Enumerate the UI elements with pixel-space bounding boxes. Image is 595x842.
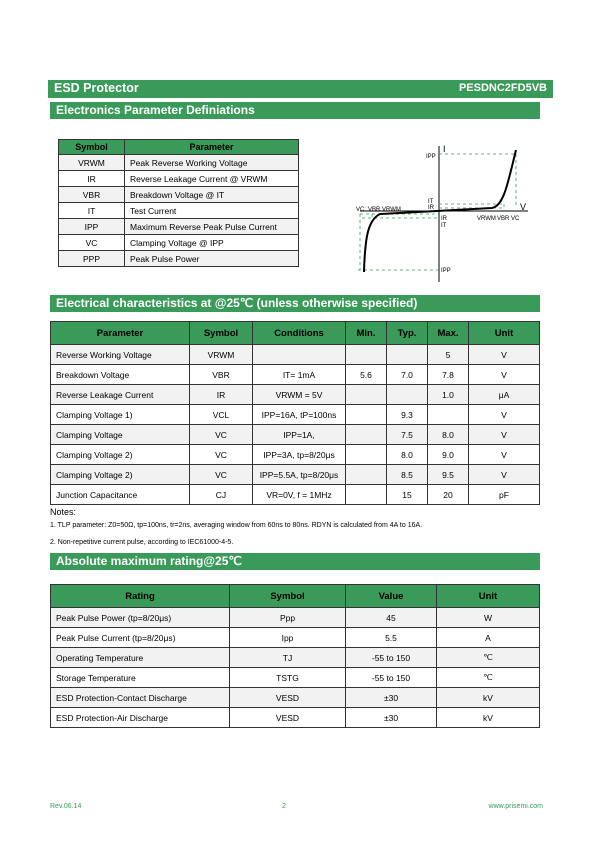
col-conditions: Conditions: [253, 322, 346, 345]
table-cell: IPP: [59, 219, 125, 235]
table-row: [59, 187, 299, 203]
table-cell: 8.0: [428, 425, 469, 445]
table-cell: Clamping Voltage: [51, 425, 190, 445]
col-symbol: Symbol: [190, 322, 253, 345]
table-cell: Peak Pulse Power: [125, 251, 299, 267]
table-row: [51, 628, 540, 648]
table-cell: CJ: [190, 485, 253, 505]
table-cell: IPP=16A, tP=100ns: [253, 405, 346, 425]
it-top-label: IT: [428, 199, 434, 205]
table-cell: [387, 345, 428, 365]
table-cell: -55 to 150: [346, 648, 437, 668]
col-symbol: Symbol: [230, 585, 346, 608]
table-cell: 45: [346, 608, 437, 628]
table-cell: VBR: [190, 365, 253, 385]
table-cell: V: [469, 425, 540, 445]
ir-bottom-label: IR: [441, 216, 447, 222]
table-cell: Ppp: [230, 608, 346, 628]
table-cell: PPP: [59, 251, 125, 267]
table-cell: 7.5: [387, 425, 428, 445]
section-electrical-bar: [50, 295, 540, 312]
table-row: [51, 608, 540, 628]
table-cell: VRWM = 5V: [253, 385, 346, 405]
table-row: [51, 445, 540, 465]
col-parameter: Parameter: [125, 140, 299, 155]
part-number: PESDNC2FD5VB: [458, 82, 547, 94]
table-cell: [346, 405, 387, 425]
section-definitions-bar: [50, 102, 540, 119]
table-cell: 5.6: [346, 365, 387, 385]
col-unit: Unit: [469, 322, 540, 345]
table-cell: Clamping Voltage 2): [51, 445, 190, 465]
vbr-left-label: VBR: [368, 207, 381, 213]
table-cell: 7.8: [428, 365, 469, 385]
section-electrical-title: Electrical characteristics at @25℃ (unless otherwise specified): [56, 296, 418, 310]
note-2: 2. Non-repetitive current pulse, according to IEC61000-4-5.: [50, 539, 234, 546]
table-row: [51, 485, 540, 505]
table-cell: TJ: [230, 648, 346, 668]
table-cell: V: [469, 345, 540, 365]
table-cell: kV: [437, 708, 540, 728]
table-cell: VBR: [59, 187, 125, 203]
table-cell: IR: [190, 385, 253, 405]
table-row: [59, 203, 299, 219]
table-cell: Clamping Voltage @ IPP: [125, 235, 299, 251]
table-row: [51, 708, 540, 728]
table-cell: Breakdown Voltage: [51, 365, 190, 385]
col-rating: Rating: [51, 585, 230, 608]
table-cell: ±30: [346, 688, 437, 708]
table-row: [59, 155, 299, 171]
footer-page-number: 2: [282, 803, 286, 810]
table-cell: Breakdown Voltage @ IT: [125, 187, 299, 203]
table-row: [51, 385, 540, 405]
section-definitions-title: Electronics Parameter Definiations: [56, 103, 255, 117]
table-cell: [346, 385, 387, 405]
table-cell: ESD Protection-Air Discharge: [51, 708, 230, 728]
table-cell: ℃: [437, 648, 540, 668]
iv-curve-graph: [352, 142, 532, 284]
table-cell: IPP=1A,: [253, 425, 346, 445]
table-cell: 1.0: [428, 385, 469, 405]
table-cell: Reverse Leakage Current @ VRWM: [125, 171, 299, 187]
section-absolute-bar: [50, 553, 540, 570]
table-cell: [428, 405, 469, 425]
ipp-bottom-label: IPP: [441, 268, 451, 274]
table-row: [51, 405, 540, 425]
table-cell: 20: [428, 485, 469, 505]
table-cell: VC: [190, 425, 253, 445]
table-cell: [346, 445, 387, 465]
table-cell: VESD: [230, 688, 346, 708]
table-cell: 5.5: [346, 628, 437, 648]
col-min: Min.: [346, 322, 387, 345]
table-cell: IT: [59, 203, 125, 219]
table-cell: VC: [190, 445, 253, 465]
table-row: [51, 648, 540, 668]
table-cell: VC: [190, 465, 253, 485]
col-unit: Unit: [437, 585, 540, 608]
table-cell: Reverse Working Voltage: [51, 345, 190, 365]
ipp-top-label: IPP: [426, 154, 436, 160]
table-cell: VCL: [190, 405, 253, 425]
table-row: [59, 219, 299, 235]
table-cell: Peak Reverse Working Voltage: [125, 155, 299, 171]
table-cell: Maximum Reverse Peak Pulse Current: [125, 219, 299, 235]
table-row: [51, 465, 540, 485]
it-bottom-label: IT: [441, 223, 447, 229]
table-cell: Peak Pulse Current (tp=8/20μs): [51, 628, 230, 648]
doc-title: ESD Protector: [54, 81, 139, 95]
table-cell: VC: [59, 235, 125, 251]
table-cell: [346, 465, 387, 485]
table-cell: [387, 385, 428, 405]
table-cell: Ipp: [230, 628, 346, 648]
table-cell: Test Current: [125, 203, 299, 219]
table-cell: IT= 1mA: [253, 365, 346, 385]
table-row: [59, 171, 299, 187]
table-cell: 7.0: [387, 365, 428, 385]
vrwm-right-label: VRWM: [477, 216, 496, 222]
electrical-table: [50, 321, 540, 505]
table-cell: ESD Protection-Contact Discharge: [51, 688, 230, 708]
table-cell: Storage Temperature: [51, 668, 230, 688]
table-cell: W: [437, 608, 540, 628]
table-row: [59, 251, 299, 267]
table-cell: [253, 345, 346, 365]
table-row: [51, 425, 540, 445]
col-symbol: Symbol: [59, 140, 125, 155]
vbr-right-label: VBR: [497, 216, 510, 222]
table-cell: kV: [437, 688, 540, 708]
i-axis-label: I: [443, 144, 446, 154]
ir-top-label: IR: [428, 205, 434, 211]
table-cell: Clamping Voltage 1): [51, 405, 190, 425]
notes-title: Notes:: [50, 507, 77, 517]
table-cell: 5: [428, 345, 469, 365]
vrwm-left-label: VRWM: [382, 207, 401, 213]
table-cell: V: [469, 405, 540, 425]
table-row: [51, 345, 540, 365]
table-cell: [346, 345, 387, 365]
table-cell: Reverse Leakage Current: [51, 385, 190, 405]
vc-left-label: VC: [356, 207, 365, 213]
header-bar: [48, 80, 553, 98]
table-cell: VESD: [230, 708, 346, 728]
vc-right-label: VC: [511, 216, 520, 222]
table-cell: Peak Pulse Power (tp=8/20μs): [51, 608, 230, 628]
table-cell: 9.5: [428, 465, 469, 485]
col-value: Value: [346, 585, 437, 608]
table-cell: Junction Capacitance: [51, 485, 190, 505]
col-typ: Typ.: [387, 322, 428, 345]
table-cell: V: [469, 365, 540, 385]
table-cell: 9.3: [387, 405, 428, 425]
v-axis-label: V: [520, 202, 527, 212]
table-cell: V: [469, 445, 540, 465]
table-cell: μA: [469, 385, 540, 405]
table-cell: TSTG: [230, 668, 346, 688]
table-cell: 8.0: [387, 445, 428, 465]
table-cell: 15: [387, 485, 428, 505]
table-cell: IPP=5.5A, tp=8/20μs: [253, 465, 346, 485]
table-cell: -55 to 150: [346, 668, 437, 688]
table-cell: VR=0V, f = 1MHz: [253, 485, 346, 505]
footer-url[interactable]: www.prisemi.com: [488, 803, 543, 810]
table-cell: 8.5: [387, 465, 428, 485]
table-cell: 9.0: [428, 445, 469, 465]
footer-revision: Rev.06.14: [50, 803, 82, 810]
table-cell: ±30: [346, 708, 437, 728]
table-cell: pF: [469, 485, 540, 505]
table-cell: VRWM: [190, 345, 253, 365]
table-cell: [346, 485, 387, 505]
table-cell: Clamping Voltage 2): [51, 465, 190, 485]
table-cell: ℃: [437, 668, 540, 688]
table-cell: [346, 425, 387, 445]
table-cell: V: [469, 465, 540, 485]
absolute-table: [50, 584, 540, 728]
table-row: [51, 688, 540, 708]
col-parameter: Parameter: [51, 322, 190, 345]
note-1: 1. TLP parameter: Z0=50Ω, tp=100ns, tr=2ns, averaging window from 60ns to 80ns. RDYN is calculated from 4A to 16A.: [50, 522, 423, 529]
table-row: [51, 365, 540, 385]
table-cell: IR: [59, 171, 125, 187]
section-absolute-title: Absolute maximum rating@25℃: [56, 554, 242, 568]
col-max: Max.: [428, 322, 469, 345]
table-cell: IPP=3A, tp=8/20μs: [253, 445, 346, 465]
table-cell: A: [437, 628, 540, 648]
table-row: [59, 235, 299, 251]
table-row: [51, 668, 540, 688]
definitions-table: [58, 139, 299, 267]
table-cell: Operating Temperature: [51, 648, 230, 668]
table-cell: VRWM: [59, 155, 125, 171]
